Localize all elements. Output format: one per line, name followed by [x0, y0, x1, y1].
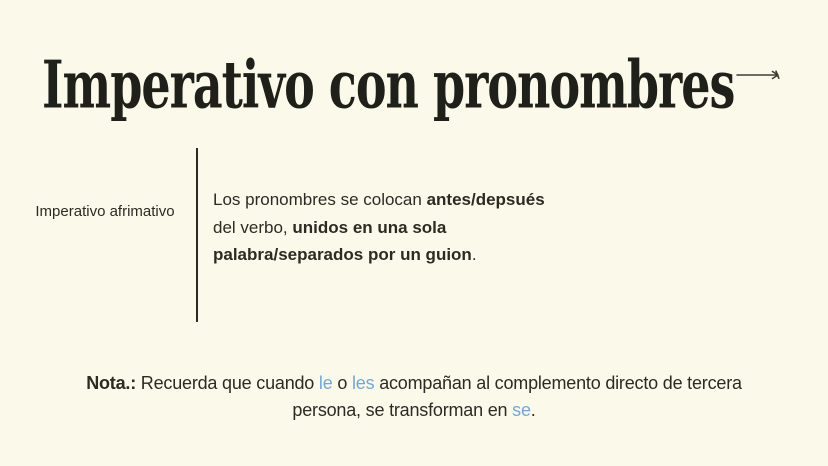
- pronoun-les: les: [351, 373, 375, 393]
- note-text-segment: o: [332, 373, 352, 393]
- right-arrow-icon: [736, 68, 782, 82]
- page-title: Imperativo con pronombres: [42, 46, 735, 123]
- note-text: [0, 370, 828, 424]
- paragraph-bold-text: antes/depsués: [426, 190, 545, 209]
- paragraph-bold-text: unidos en una sola: [292, 217, 447, 237]
- paragraph-line-1: [213, 186, 545, 214]
- term-label: Imperativo afrimativo: [35, 203, 175, 220]
- note-line-2: [0, 397, 828, 424]
- definition-paragraph: [213, 186, 545, 269]
- paragraph-bold-text: palabra/separados por un guion: [213, 245, 472, 264]
- vertical-divider: [196, 148, 198, 322]
- paragraph-text: del verbo,: [213, 217, 293, 237]
- note-text-segment: persona, se transforman en: [292, 400, 513, 420]
- note-text-segment: acompañan al complemento directo de tercera: [374, 373, 742, 393]
- pronoun-se: se: [512, 400, 531, 420]
- paragraph-text: Los pronombres se colocan: [213, 190, 427, 209]
- note-text-segment: .: [530, 400, 536, 420]
- note-text-segment: Recuerda que cuando: [135, 373, 319, 393]
- paragraph-line-2: [213, 214, 545, 242]
- note-label: Nota.:: [86, 373, 136, 393]
- paragraph-line-3: [213, 241, 545, 269]
- note-line-1: [0, 370, 828, 397]
- paragraph-text: .: [471, 245, 477, 264]
- pronoun-le: le: [318, 373, 333, 393]
